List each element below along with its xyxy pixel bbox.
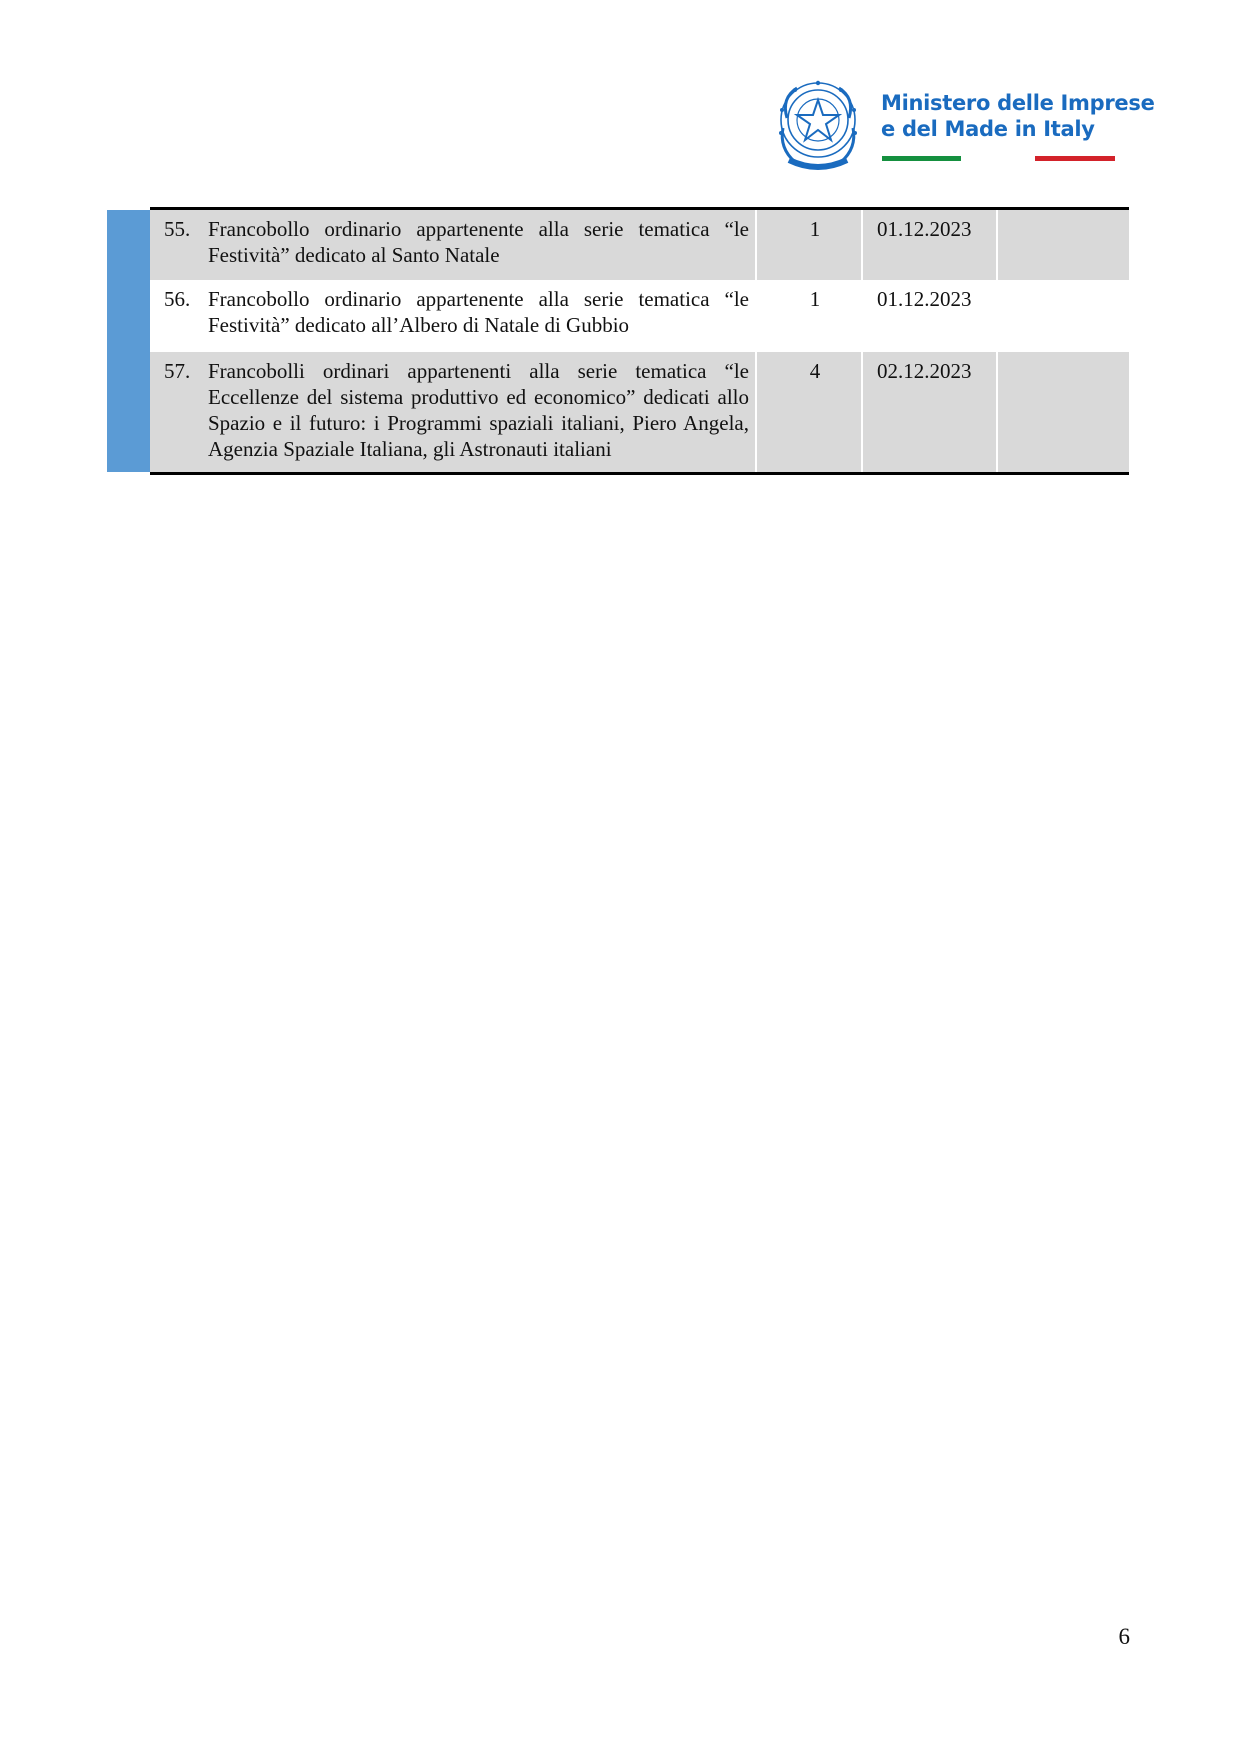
italian-republic-emblem-icon bbox=[775, 78, 861, 176]
table-row bbox=[107, 210, 1129, 280]
page-number: 6 bbox=[1118, 1624, 1130, 1649]
row-quantity: 1 bbox=[809, 217, 821, 241]
ministry-name bbox=[881, 90, 1155, 142]
row-description: Francobollo ordinario appartenente alla serie tematica “le Festività” dedicato all’Albero di Natale di Gubbio bbox=[208, 287, 749, 337]
flag-green-stripe bbox=[882, 156, 961, 161]
row-date: 01.12.2023 bbox=[877, 217, 972, 241]
row-description: Francobolli ordinari appartenenti alla serie tematica “le Eccellenze del sistema produttivo ed economico” dedicati allo Spazio e il futuro: i Programmi spaziali italiani, Piero Angela, Agenzia Spaziale Italiana, gli Astronauti italiani bbox=[208, 359, 749, 461]
table-row bbox=[107, 280, 1129, 352]
row-date: 01.12.2023 bbox=[877, 287, 972, 311]
column-divider bbox=[755, 352, 757, 472]
row-side-marker bbox=[107, 210, 150, 280]
row-number: 56. bbox=[164, 287, 191, 311]
row-side-marker bbox=[107, 280, 150, 352]
row-number: 55. bbox=[164, 217, 191, 241]
row-side-marker bbox=[107, 352, 150, 472]
row-description: Francobollo ordinario appartenente alla serie tematica “le Festività” dedicato al Santo Natale bbox=[208, 217, 749, 267]
column-divider bbox=[755, 210, 757, 280]
row-quantity: 4 bbox=[809, 359, 821, 383]
row-date: 02.12.2023 bbox=[877, 359, 972, 383]
table-row bbox=[107, 352, 1129, 472]
ministry-logo bbox=[775, 78, 1155, 178]
row-number: 57. bbox=[164, 359, 191, 383]
row-quantity: 1 bbox=[809, 287, 821, 311]
ministry-name-line1: Ministero delle Imprese bbox=[881, 91, 1155, 115]
table-bottom-rule bbox=[150, 472, 1129, 475]
flag-red-stripe bbox=[1035, 156, 1115, 161]
ministry-name-line2: e del Made in Italy bbox=[881, 117, 1095, 141]
